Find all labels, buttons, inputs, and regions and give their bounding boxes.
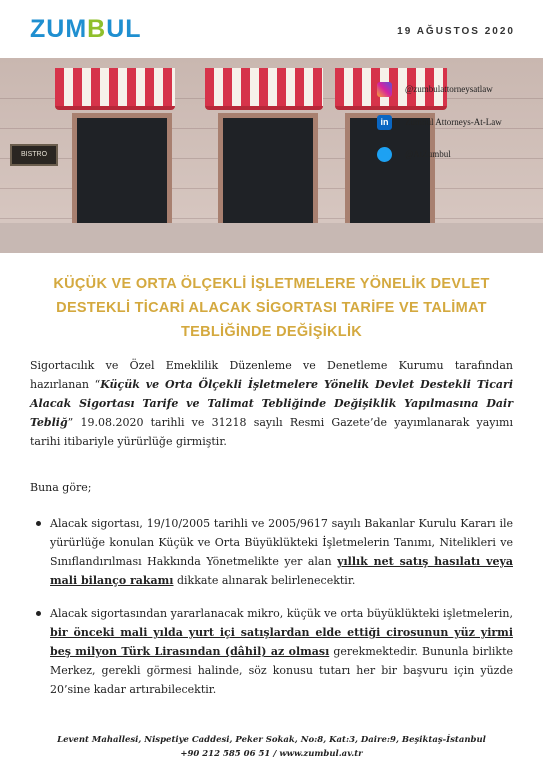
document-title: KÜÇÜK VE ORTA ÖLÇEKLİ İŞLETMELERE YÖNELİK DEVLET DESTEKLİ TİCARİ ALACAK SİGORTASI TARİFE VE TALİMAT TEBLİĞİNDE DEĞİŞİKLİK (53, 276, 490, 340)
bullet-item-2: Alacak sigortasından yararlanacak mikro, küçük ve orta büyüklükteki işletmelerin, bir önceki mali yılda yurt içi satışlardan elde ettiği cirosunun yüz yirmi beş milyon Türk Lirasından (dâhil) az olması gerekmektedir. Bununla birlikte Merkez, gerekli görmesi halinde, söz konusu tutarı her bir başvuru için yüzde 20’sine kadar artırabilecektir. (50, 607, 513, 696)
page-footer (0, 733, 543, 761)
instagram-icon[interactable] (377, 82, 392, 97)
bistro-sign: BISTRO (10, 144, 58, 166)
awning-center (205, 68, 323, 110)
footer-contact[interactable]: +90 212 585 06 51 / www.zumbul.av.tr (180, 749, 363, 759)
twitter-icon[interactable] (377, 147, 392, 162)
bullet-dot (36, 521, 41, 526)
window-center (218, 113, 318, 233)
buna-gore: Buna göre; (30, 481, 92, 494)
bullet-item-1: Alacak sigortası, 19/10/2005 tarihli ve 2005/9617 sayılı Bakanlar Kurulu Kararı ile yürürlüğe konulan Küçük ve Orta Büyüklükteki İşletmelerin Tanımı, Nitelikleri ve Sınıflandırılması Hakkında Yönetmelikte yer alan yıllık net satış hasılatı veya mali bilanço rakamı dikkate alınarak belirlenecektir. (50, 517, 513, 587)
linkedin-handle[interactable]: Zumbul Attorneys-At-Law (405, 117, 502, 127)
document-date: 19 AĞUSTOS 2020 (397, 26, 515, 37)
regulation-name: Küçük ve Orta Ölçekli İşletmelere Yönelik Devlet Destekli Ticari Alacak Sigortası Tarife ve Talimat Tebliğinde Değişiklik Yapılmasına Dair Tebliğ (30, 378, 513, 429)
linkedin-icon[interactable]: in (377, 115, 392, 130)
bullet-dot (36, 611, 41, 616)
window-right (345, 113, 435, 233)
twitter-handle[interactable]: @AtZumbul (405, 149, 451, 159)
zumbul-logo[interactable]: ZUMBUL (30, 15, 142, 43)
window-left (72, 113, 172, 233)
intro-paragraph: Sigortacılık ve Özel Emeklilik Düzenleme ve Denetleme Kurumu tarafından hazırlanan “Küçük ve Orta Ölçekli İşletmelere Yönelik Devlet Destekli Ticari Alacak Sigortası Tarife ve Talimat Tebliğinde Değişiklik Yapılmasına Dair Tebliğ” 19.08.2020 tarihli ve 31218 sayılı Resmi Gazete’de yayımlanarak yayımı tarihi itibariyle yürürlüğe girmiştir. (30, 359, 513, 448)
awning-left (55, 68, 175, 110)
page-header (0, 0, 543, 60)
footer-address: Levent Mahallesi, Nispetiye Caddesi, Peker Sokak, No:8, Kat:3, Daire:9, Beşiktaş-İstanbul (57, 735, 486, 745)
instagram-handle[interactable]: @zumbulattorneysatlaw (405, 84, 493, 94)
